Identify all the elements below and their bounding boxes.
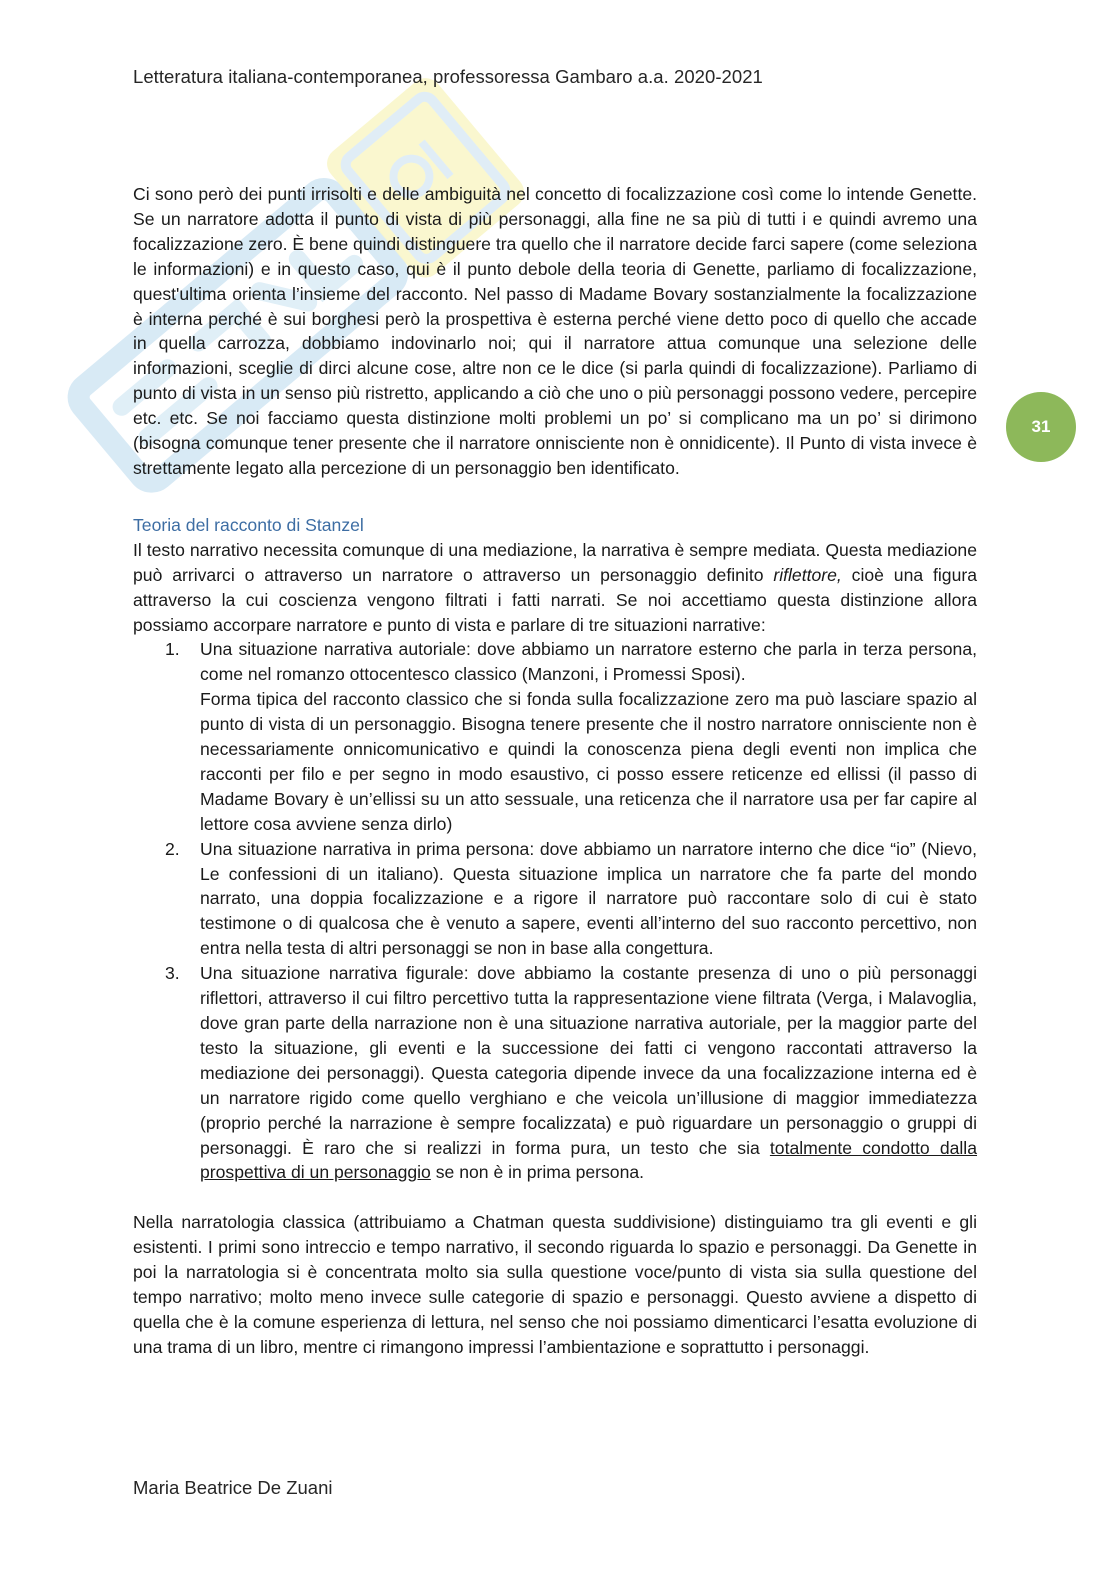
- page-number-badge: [1006, 392, 1076, 462]
- situation-2-text: Una situazione narrativa in prima persona: dove abbiamo un narratore interno che dice “io” (Nievo, Le confessioni di un italiano). Questa situazione implica un narratore che fa parte del mondo narrato, una doppia focalizzazione e a rigore il narratore può raccontare solo di cui è stato testimone o di qualcosa che è venuto a sapere, eventi all’interno del suo racconto percettivo, non entra nella testa di altri personaggi se non in base alla congettura.: [200, 838, 977, 959]
- closing-paragraph: Nella narratologia classica (attribuiamo a Chatman questa suddivisione) distinguiamo tra gli eventi e gli esistenti. I primi sono intreccio e tempo narrativo, il secondo riguarda lo spazio e personaggi. Da Genette in poi la narratologia si è concentrata molto sia sulla questione voce/punto di vista sia sulla questione del tempo narrativo; molto meno invece sulle categorie di spazio e personaggi. Questo avviene a dispetto di quella che è la comune esperienza di lettura, nel senso che noi possiamo dimenticarci l’esatta evoluzione di una trama di un libro, mentre ci rimangono impressi l’ambientazione e soprattutto i personaggi.: [133, 1212, 977, 1357]
- page-footer: Maria Beatrice De Zuani: [133, 1477, 333, 1498]
- page-number: 31: [1031, 417, 1051, 436]
- stanzel-intro-paragraph: [133, 538, 977, 638]
- list-item: [200, 637, 977, 836]
- situation-1-continuation: Forma tipica del racconto classico che si fonda sulla focalizzazione zero ma può lasciare spazio al punto di vista di un personaggio. Bisogna tenere presente che il nostro narratore onnisciente non è necessariamente onnicomunicativo e quindi la conoscenza piena degli eventi non implica che racconti per filo e per segno in modo esaustivo, ci posso essere reticenze ed ellissi (il passo di Madame Bovary è un’ellissi su un atto sessuale, una reticenza che il narratore usa per far capire al lettore cosa avviene senza dirlo): [200, 689, 977, 834]
- section-heading: Teoria del racconto di Stanzel: [133, 514, 364, 535]
- intro-paragraph: Ci sono però dei punti irrisolti e delle ambiguità nel concetto di focalizzazione così come lo intende Genette. Se un narratore adotta il punto di vista di più personaggi, alla fine ne sa più di tutti i e quindi avremo una focalizzazione zero. È bene quindi distinguere tra quello che il narratore decide farci sapere (come seleziona le informazioni) e in questo caso, qui è il punto debole della teoria di Genette, parliamo di focalizzazione, quest'ultima orienta l’insieme del racconto. Nel passo di Madame Bovary sostanzialmente la focalizzazione è interna perché è sui borghesi però la prospettiva è esterna perché viene detto poco di quello che accade in quella carrozza, dobbiamo indovinarlo noi; qui il narratore attua comunque una selezione delle informazioni, sceglie di dirci alcune cose, altre non ce le dice (si parla quindi di focalizzazione). Parliamo di punto di vista in un senso più ristretto, applicando a ciò che uno o più personaggi possono vedere, percepire etc. etc. Se noi facciamo questa distinzione molti problemi un po’ si complicano ma un po’ si dirimono (bisogna comunque tener presente che il narratore onnisciente non è onnidicente). Il Punto di vista invece è strettamente legato alla percezione di un personaggio ben identificato.: [133, 184, 978, 478]
- situation-3-text-end: se non è in prima persona.: [430, 1162, 645, 1183]
- situation-3-text: Una situazione narrativa figurale: dove abbiamo la costante presenza di uno o più personaggi riflettori, attraverso il cui filtro percettivo tutta la rappresentazione viene filtrata (Verga, i Malavoglia, dove gran parte della narrazione non è una situazione narrativa autoriale, per la maggior parte del testo la situazione, gli eventi e la successione dei fatti ci vengono raccontati attraverso la mediazione dei personaggi). Questa categoria dipende invece da una focalizzazione interna ed è un narratore rigido come quello verghiano e che veicola un’illusione di maggior immediatezza (proprio perché la narrazione è sempre focalizzata) e può riguardare un personaggio o gruppi di personaggi. È raro che si realizzi in forma pura, un testo che sia: [200, 963, 977, 1158]
- situation-3-underlined: totalmente condotto dalla prospettiva di un personaggio: [200, 1137, 978, 1183]
- list-item: [200, 961, 977, 1185]
- page-header: Letteratura italiana-contemporanea, professoressa Gambaro a.a. 2020-2021: [133, 66, 763, 87]
- list-item: [200, 837, 977, 962]
- narrative-situations-list: [133, 637, 977, 1185]
- situation-1-text: Una situazione narrativa autoriale: dove abbiamo un narratore esterno che parla in terza persona, come nel romanzo ottocentesco classico (Manzoni, i Promessi Sposi).: [200, 639, 977, 685]
- stanzel-intro-text: Il testo narrativo necessita comunque di una mediazione, la narrativa è sempre mediata. Questa mediazione può arrivarci o attraverso un narratore o attraverso un personaggio definito: [133, 539, 977, 585]
- document-body: [133, 182, 977, 1360]
- stanzel-intro-text-end: cioè una figura attraverso la cui coscienza vengono filtrati i fatti narrati. Se noi accettiamo questa distinzione allora possiamo accorpare narratore e punto di vista e parlare di tre situazioni narrative:: [133, 564, 977, 635]
- riflettore-term: riflettore,: [773, 564, 842, 585]
